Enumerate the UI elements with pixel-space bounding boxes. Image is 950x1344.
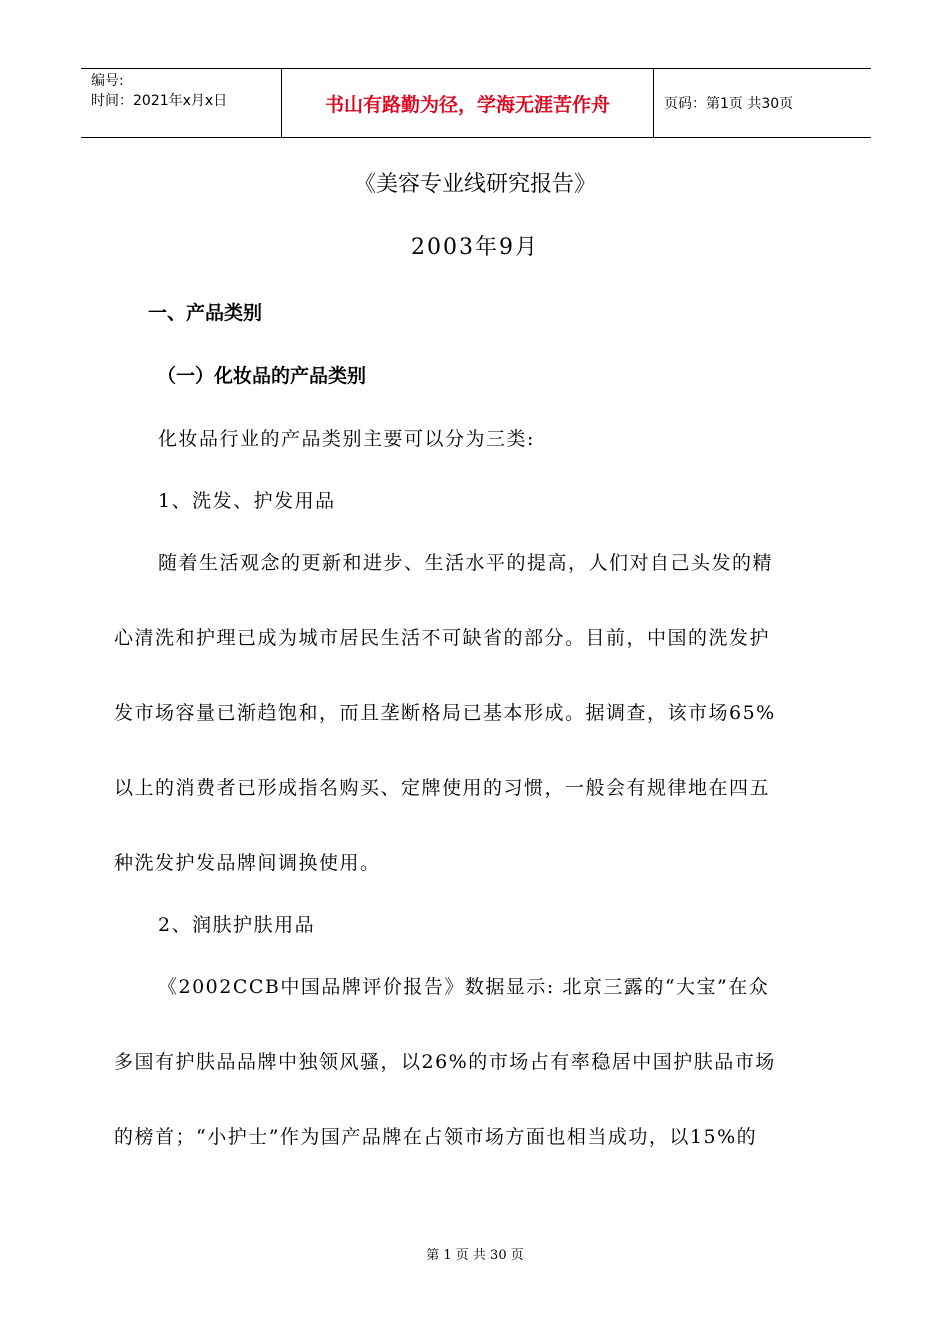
document-date: 2003年9月 [411, 235, 539, 260]
body-line: 种洗发护发品牌间调换使用。 [114, 852, 381, 874]
body-line: 2、润肤护肤用品 [158, 914, 316, 936]
header-left-cell [81, 69, 282, 137]
body-line: 1、洗发、护发用品 [158, 490, 336, 512]
body-line: 发市场容量已渐趋饱和，而且垄断格局已基本形成。据调查，该市场65% [114, 702, 776, 724]
body-line: 《2002CCB中国品牌评价报告》数据显示: 北京三露的“大宝”在众 [158, 976, 770, 998]
page-header-table [81, 68, 871, 138]
header-time-label: 时间：2021年x月x日 [91, 93, 228, 109]
header-code-label: 编号: [91, 73, 124, 89]
body-line: 化妆品行业的产品类别主要可以分为三类: [158, 428, 535, 450]
subsection-heading: （一）化妆品的产品类别 [157, 365, 367, 387]
header-page-cell [654, 69, 871, 137]
header-motto-cell [282, 69, 654, 137]
document-title: 《美容专业线研究报告》 [353, 172, 596, 197]
body-line: 多国有护肤品品牌中独领风骚，以26%的市场占有率稳居中国护肤品市场 [114, 1051, 776, 1073]
body-line: 以上的消费者已形成指名购买、定牌使用的习惯，一般会有规律地在四五 [114, 777, 771, 799]
section-heading: 一、产品类别 [148, 302, 263, 324]
body-line: 心清洗和护理已成为城市居民生活不可缺省的部分。目前，中国的洗发护 [114, 627, 771, 649]
body-line: 随着生活观念的更新和进步、生活水平的提高，人们对自己头发的精 [158, 552, 774, 574]
page-footer: 第 1 页 共 30 页 [426, 1248, 524, 1263]
header-motto: 书山有路勤为径，学海无涯苦作舟 [324, 94, 610, 116]
header-page-info: 页码：第1页 共30页 [664, 96, 794, 112]
body-line: 的榜首；“小护士”作为国产品牌在占领市场方面也相当成功，以15%的 [114, 1126, 758, 1148]
